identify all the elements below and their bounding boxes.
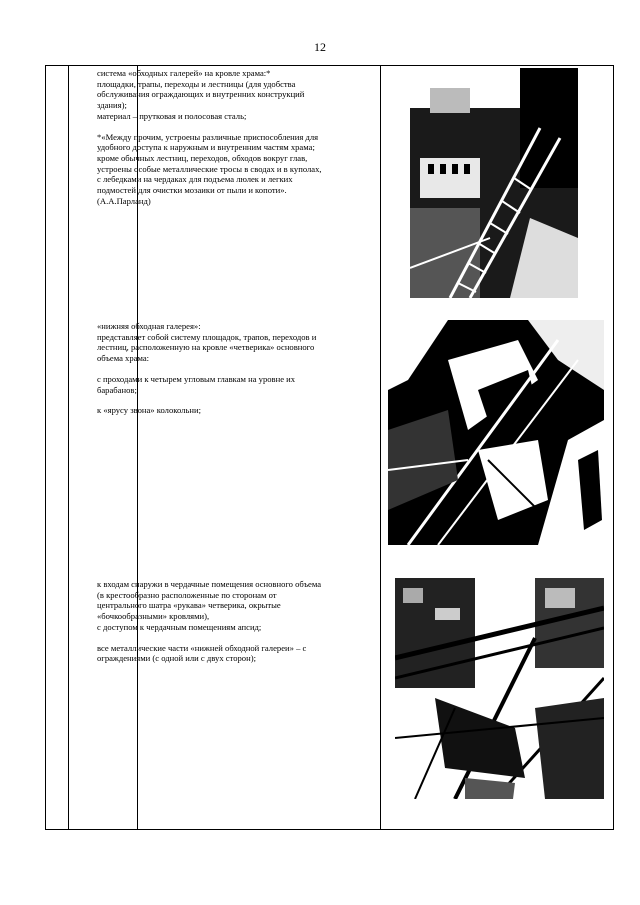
paragraph: к «ярусу звона» колокольни; — [97, 405, 201, 416]
page-number: 12 — [314, 40, 326, 54]
paragraph: «нижняя обходная галерея»: представляет собой систему площадок, трапов, переходов и лестниц, расположенную на кровле «четверика» основного объема храма: — [97, 321, 317, 364]
paragraph: система «обходных галерей» на кровле храма:* площадки, трапы, переходы и лестницы (для удобства обслуживания ограждающих и внутренних конструкций здания); материал – прутковая и полосовая сталь; — [97, 68, 305, 121]
row-1-description — [97, 68, 327, 206]
paragraph: *«Между прочим, устроены различные приспособления для удобного доступа к наружным и внутренним частям храма; кроме обычных лестниц, переходов, обходов вокруг глав, устроены особые металлические тросы в сводах и в куполах, с лебедками на чердаках для подъема люлек и легких подмостей для очистки мозаики от пыли и копоти». (А.А.Парланд) — [97, 131, 322, 206]
column-divider — [68, 66, 69, 829]
column-divider — [380, 66, 381, 829]
photo-roof-gallery-stairs — [410, 68, 578, 298]
paragraph: с проходами к четырем угловым главкам на уровне их барабанов; — [97, 373, 296, 395]
row-2-description — [97, 321, 327, 416]
photo-lower-gallery-walkway — [388, 320, 604, 545]
row-3-description — [97, 579, 327, 664]
photo-gallery-railings — [395, 578, 604, 799]
paragraph: все металлические части «нижней обходной галереи» – с ограждениями (с одной или с двух сторон); — [97, 642, 307, 664]
paragraph: к входам снаружи в чердачные помещения основного объема (в крестообразно расположенные по сторонам от центрального шатра «рукава» четверика, окрытые «бочкообразными» кровлями), с доступом к чердачным помещениям апсид; — [97, 579, 322, 632]
